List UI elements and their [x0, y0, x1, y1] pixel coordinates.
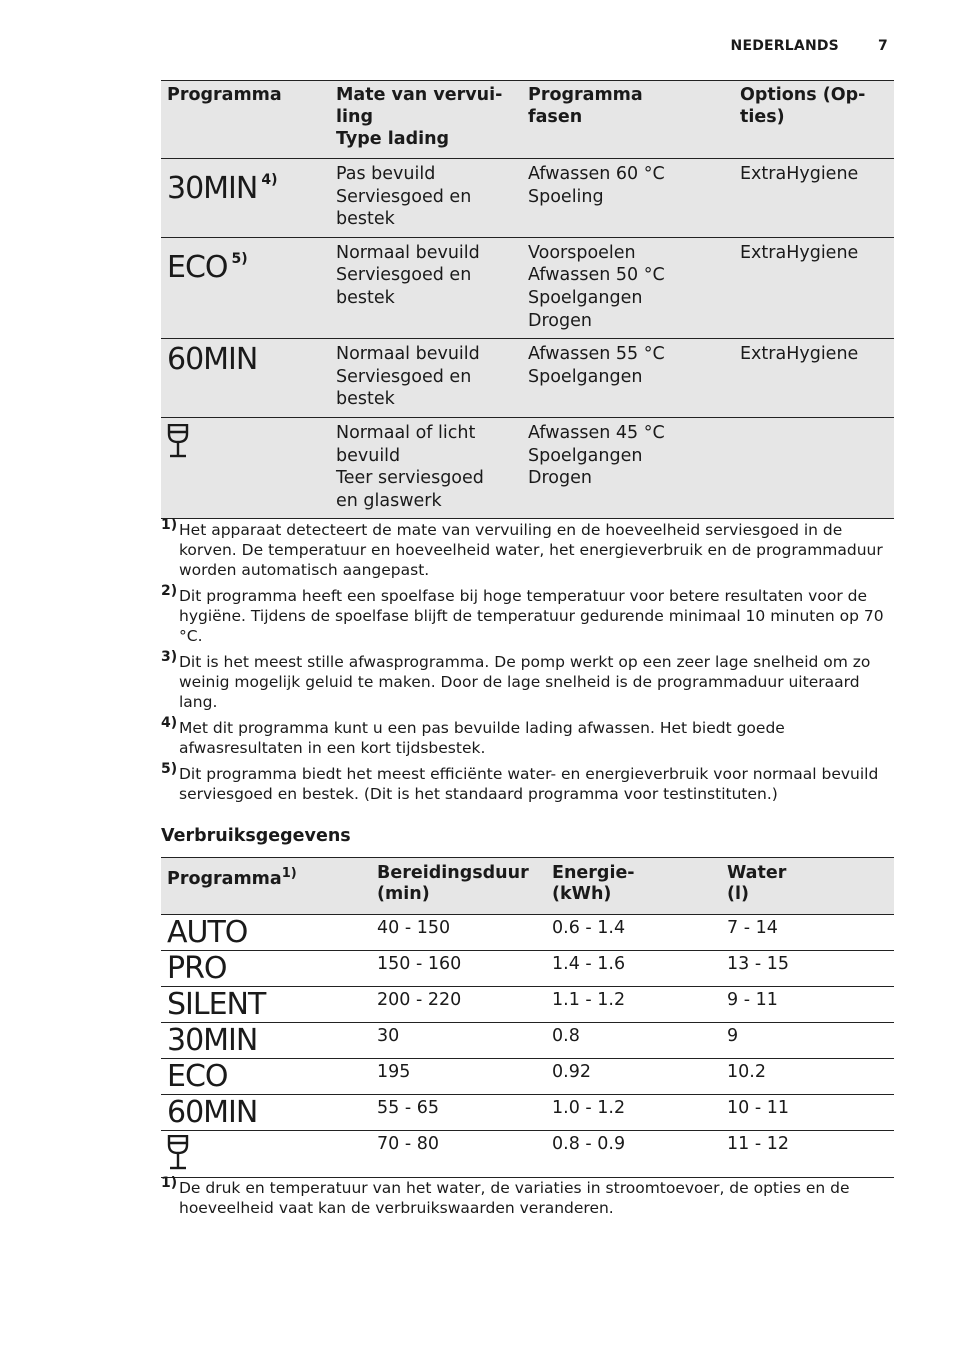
water-cell: 9	[721, 1023, 894, 1059]
phases-cell: Afwassen 45 °C Spoelgangen Drogen	[522, 417, 734, 518]
wine-glass-icon	[167, 1135, 189, 1177]
footnote	[161, 1175, 894, 1218]
footnote-number: 1)	[161, 1175, 178, 1191]
table-row	[161, 1059, 894, 1095]
program-name: ECO	[167, 1059, 228, 1094]
energy-cell: 0.6 - 1.4	[546, 915, 721, 951]
col-header-options: Options (Op- ties)	[734, 81, 894, 159]
footnote-text: Met dit programma kunt u een pas bevuilde lading afwassen. Het biedt goede afwasresultaten in een kort tijdsbestek.	[179, 719, 785, 757]
soil-cell: Normaal of licht bevuild Teer serviesgoed en glaswerk	[330, 417, 522, 518]
footnote	[161, 715, 894, 758]
wine-glass-icon	[167, 424, 189, 465]
program-cell	[161, 1059, 371, 1095]
duration-cell: 200 - 220	[371, 987, 546, 1023]
footnote-text: Dit programma biedt het meest efficiënte water- en energieverbruik voor normaal bevuild serviesgoed en bestek. (Dit is het standaard programma voor testinstituten.)	[179, 765, 879, 803]
footnote-number: 5)	[161, 761, 178, 777]
program-name: SILENT	[167, 987, 266, 1022]
program-name: 60MIN	[167, 1095, 258, 1130]
program-cell	[161, 1131, 371, 1178]
options-cell: ExtraHygiene	[734, 237, 894, 338]
table-row	[161, 915, 894, 951]
phases-cell: Afwassen 55 °C Spoelgangen	[522, 339, 734, 418]
table-row	[161, 417, 894, 518]
duration-cell: 40 - 150	[371, 915, 546, 951]
program-name: ECO	[167, 249, 228, 285]
table-row	[161, 237, 894, 338]
footnote	[161, 583, 894, 646]
options-cell: ExtraHygiene	[734, 339, 894, 418]
program-cell	[161, 1023, 371, 1059]
footnote-number: 1)	[161, 517, 178, 533]
water-cell: 10.2	[721, 1059, 894, 1095]
program-name: 60MIN	[167, 342, 258, 378]
soil-cell: Normaal bevuild Serviesgoed en bestek	[330, 237, 522, 338]
table-row	[161, 1131, 894, 1178]
col-header-duration: Bereidingsduur (min)	[371, 858, 546, 915]
section-title: Verbruiksgegevens	[161, 826, 351, 846]
program-cell	[161, 159, 330, 238]
footnote-ref: 5)	[231, 250, 248, 267]
program-cell	[161, 1095, 371, 1131]
footnote	[161, 517, 894, 580]
program-table-header	[161, 81, 894, 159]
table-row	[161, 339, 894, 418]
footnote-text: Dit programma heeft een spoelfase bij hoge temperatuur voor betere resultaten voor de hygiëne. Tijdens de spoelfase blijft de temperatuur gedurende minimaal 10 minuten op 70 °C.	[179, 587, 884, 645]
duration-cell: 70 - 80	[371, 1131, 546, 1178]
footnote-number: 3)	[161, 649, 178, 665]
program-cell	[161, 915, 371, 951]
soil-cell: Pas bevuild Serviesgoed en bestek	[330, 159, 522, 238]
col-header-program-label: Programma	[167, 869, 282, 889]
col-header-energy: Energie- (kWh)	[546, 858, 721, 915]
footnote	[161, 649, 894, 712]
header-language: NEDERLANDS	[730, 38, 839, 54]
consumption-table-header	[161, 858, 894, 915]
footnote	[161, 761, 894, 804]
energy-cell: 1.0 - 1.2	[546, 1095, 721, 1131]
table-row	[161, 1023, 894, 1059]
program-table	[161, 80, 894, 519]
table-row	[161, 159, 894, 238]
program-cell	[161, 951, 371, 987]
water-cell: 10 - 11	[721, 1095, 894, 1131]
footnote-text: Het apparaat detecteert de mate van vervuiling en de hoeveelheid serviesgoed in de korven. De temperatuur en hoeveelheid water, het energieverbruik en de programmaduur worden automatisch aangepast.	[179, 521, 883, 579]
program-cell	[161, 339, 330, 418]
table-row	[161, 1095, 894, 1131]
footnote-ref: 1)	[281, 866, 297, 881]
water-cell: 13 - 15	[721, 951, 894, 987]
phases-cell: Afwassen 60 °C Spoeling	[522, 159, 734, 238]
options-cell	[734, 417, 894, 518]
col-header-water: Water (l)	[721, 858, 894, 915]
program-cell	[161, 417, 330, 518]
duration-cell: 55 - 65	[371, 1095, 546, 1131]
footnote-text: De druk en temperatuur van het water, de variaties in stroomtoevoer, de opties en de hoeveelheid vaat kan de verbruikswaarden veranderen.	[179, 1179, 850, 1217]
program-name: 30MIN	[167, 1023, 258, 1058]
duration-cell: 30	[371, 1023, 546, 1059]
footnotes	[161, 517, 894, 810]
water-cell: 11 - 12	[721, 1131, 894, 1178]
energy-cell: 1.1 - 1.2	[546, 987, 721, 1023]
program-name: 30MIN	[167, 171, 258, 206]
footnote-ref: 4)	[261, 172, 278, 188]
col-header-soil: Mate van vervui- ling Type lading	[330, 81, 522, 159]
program-name: AUTO	[167, 915, 248, 950]
col-header-phases: Programma fasen	[522, 81, 734, 159]
consumption-table	[161, 857, 894, 1178]
program-name: PRO	[167, 951, 227, 986]
col-header-program	[161, 858, 371, 915]
footnote-number: 2)	[161, 583, 178, 599]
water-cell: 9 - 11	[721, 987, 894, 1023]
options-cell: ExtraHygiene	[734, 159, 894, 238]
duration-cell: 150 - 160	[371, 951, 546, 987]
table-row	[161, 987, 894, 1023]
program-cell	[161, 237, 330, 338]
page-number: 7	[878, 38, 888, 54]
program-cell	[161, 987, 371, 1023]
energy-cell: 1.4 - 1.6	[546, 951, 721, 987]
energy-cell: 0.92	[546, 1059, 721, 1095]
duration-cell: 195	[371, 1059, 546, 1095]
table-row	[161, 951, 894, 987]
water-cell: 7 - 14	[721, 915, 894, 951]
footnote-number: 4)	[161, 715, 178, 731]
energy-cell: 0.8 - 0.9	[546, 1131, 721, 1178]
phases-cell: Voorspoelen Afwassen 50 °C Spoelgangen Drogen	[522, 237, 734, 338]
col-header-program: Programma	[161, 81, 330, 159]
soil-cell: Normaal bevuild Serviesgoed en bestek	[330, 339, 522, 418]
energy-cell: 0.8	[546, 1023, 721, 1059]
consumption-footnote	[161, 1175, 894, 1224]
footnote-text: Dit is het meest stille afwasprogramma. De pomp werkt op een zeer lage snelheid om zo weinig mogelijk geluid te maken. Door de lage snelheid is de programmaduur uiteraard lang.	[179, 653, 871, 711]
page-header	[731, 38, 888, 54]
